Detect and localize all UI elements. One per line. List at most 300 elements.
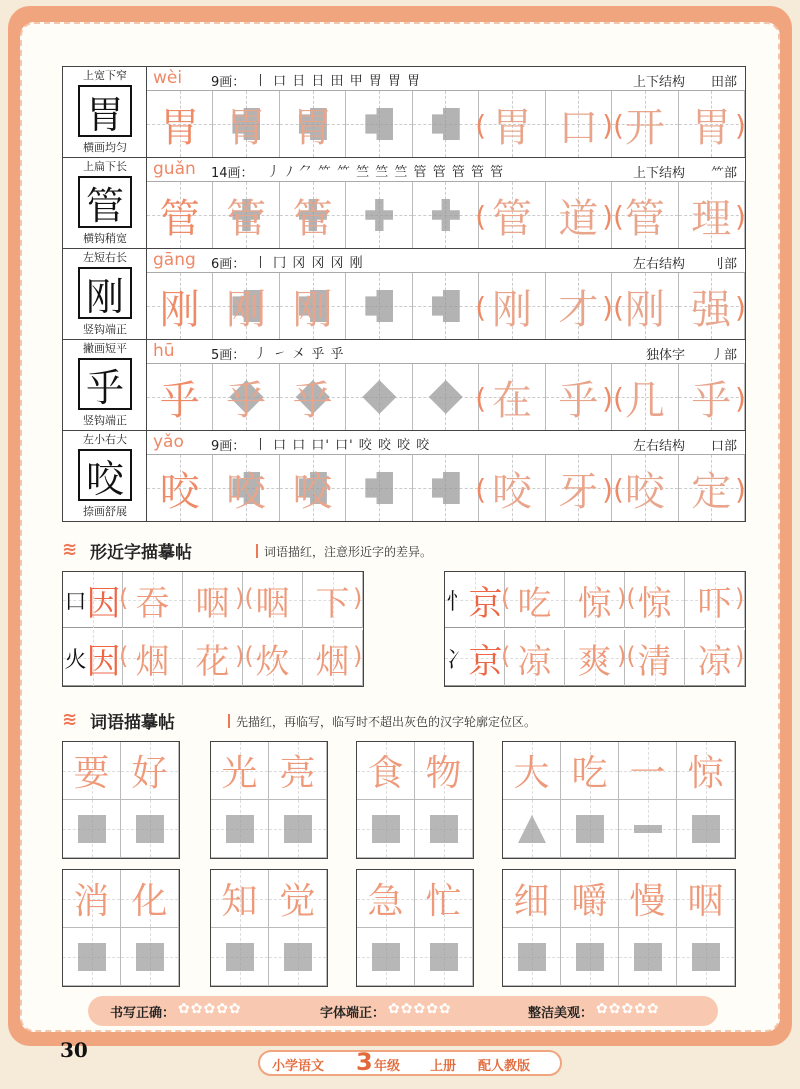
word-trace-character: 爽 bbox=[577, 641, 612, 682]
word-trace-character: 管 bbox=[624, 195, 665, 242]
structure-type: 上下结构 bbox=[632, 166, 685, 181]
outline-guide bbox=[576, 943, 604, 971]
writing-grid bbox=[147, 455, 745, 521]
grid-cell[interactable] bbox=[479, 182, 545, 248]
word-trace-character: 咽 bbox=[195, 583, 230, 624]
bracket: ) bbox=[735, 109, 746, 142]
grid-cell[interactable] bbox=[479, 91, 545, 157]
compare-character bbox=[445, 630, 504, 686]
writing-grid bbox=[147, 364, 745, 430]
word-trace-character: 急 bbox=[367, 881, 404, 922]
grid-cell[interactable] bbox=[677, 870, 735, 928]
grid-cell[interactable] bbox=[505, 572, 565, 628]
radical: ⺮部 bbox=[710, 166, 737, 181]
grid-cell[interactable] bbox=[445, 572, 505, 628]
outline-guide bbox=[78, 815, 106, 843]
wave-icon: ≋ bbox=[62, 709, 78, 730]
practice-row bbox=[63, 340, 745, 431]
grid-cell[interactable] bbox=[63, 572, 123, 628]
word-trace-character: 惊 bbox=[687, 753, 724, 794]
word-trace-character: 吃 bbox=[571, 753, 608, 794]
compare-character bbox=[63, 572, 122, 628]
word-trace-character: 胃 bbox=[691, 104, 732, 151]
structure-type: 左右结构 bbox=[632, 439, 685, 454]
writing-tip-top: 撇画短平 bbox=[83, 342, 127, 355]
word-trace-character: 炊 bbox=[255, 641, 290, 682]
page-number: 30 bbox=[60, 1038, 88, 1062]
grid-cell[interactable] bbox=[479, 364, 545, 430]
word-trace-character: 大 bbox=[513, 753, 550, 794]
grid-cell[interactable] bbox=[346, 364, 412, 430]
bracket: ( bbox=[475, 382, 487, 415]
writing-tip-bottom: 竖钩端正 bbox=[83, 323, 127, 336]
word-trace-character: 吓 bbox=[697, 583, 732, 624]
component-right: 京 bbox=[468, 641, 503, 682]
outline-guide bbox=[518, 815, 546, 843]
structure-type: 独体字 bbox=[645, 348, 685, 363]
character-practice-table bbox=[62, 66, 746, 522]
word-trace-character: 要 bbox=[73, 753, 110, 794]
footer-grade-number: 3 bbox=[356, 1048, 373, 1076]
grid-cell[interactable] bbox=[269, 800, 327, 858]
model-character: 乎 bbox=[78, 358, 132, 410]
footer-volume: 上册 bbox=[430, 1059, 457, 1074]
grid-cell[interactable] bbox=[280, 273, 346, 339]
rating-label: 字体端正： bbox=[320, 1006, 386, 1021]
bracket: ( bbox=[501, 584, 511, 612]
grid-cell[interactable] bbox=[280, 91, 346, 157]
outline-guide bbox=[518, 943, 546, 971]
outline-guide bbox=[284, 943, 312, 971]
rating-label: 整洁美观： bbox=[528, 1006, 594, 1021]
writing-tip-top: 左短右长 bbox=[83, 251, 127, 264]
outline-guide bbox=[692, 815, 720, 843]
grid-cell[interactable] bbox=[121, 870, 179, 928]
word-trace-character: 忙 bbox=[425, 881, 462, 922]
similar-row bbox=[63, 630, 363, 686]
stroke-info-line bbox=[147, 67, 745, 91]
trace-character: 咬 bbox=[292, 468, 333, 515]
words-section-desc: 先描红，再临写，临写时不超出灰色的汉字轮廓定位区。 bbox=[236, 715, 537, 729]
bracket: ) bbox=[353, 584, 363, 612]
stroke-sequence: 丿 ﾉ ⺈ ⺮ ⺮ 竺 竺 竺 管 管 管 管 管 bbox=[267, 165, 505, 180]
bracket: ) bbox=[735, 382, 746, 415]
word-trace-character: 开 bbox=[624, 104, 665, 151]
writing-tip-top: 左小右大 bbox=[83, 433, 127, 446]
outline-guide bbox=[634, 825, 662, 833]
grid-cell[interactable] bbox=[561, 742, 619, 800]
grid-cell[interactable] bbox=[561, 928, 619, 986]
similar-row bbox=[445, 630, 745, 686]
grid-cell[interactable] bbox=[121, 742, 179, 800]
stroke-sequence: 丨 口 口 口' 口' 咬 咬 咬 咬 bbox=[254, 438, 431, 453]
stroke-count: 9画： bbox=[211, 439, 246, 454]
pinyin: guǎn bbox=[153, 159, 196, 179]
grid-cell[interactable] bbox=[213, 364, 279, 430]
word-trace-character: 消 bbox=[73, 881, 110, 922]
component-left: 火 bbox=[64, 647, 87, 673]
word-trace-character: 清 bbox=[637, 641, 672, 682]
grid-cell[interactable] bbox=[213, 273, 279, 339]
writing-grid bbox=[147, 91, 745, 157]
word-trace-character: 花 bbox=[195, 641, 230, 682]
outline-guide bbox=[284, 815, 312, 843]
grid-cell[interactable] bbox=[479, 273, 545, 339]
word-trace-character: 亮 bbox=[279, 753, 316, 794]
word-trace-character: 化 bbox=[131, 881, 168, 922]
compare-character bbox=[63, 630, 122, 686]
word-trace-character: 强 bbox=[691, 286, 732, 333]
grid-cell[interactable] bbox=[357, 800, 415, 858]
grid-cell[interactable] bbox=[147, 91, 213, 157]
trace-character: 刚 bbox=[292, 286, 333, 333]
writing-tip-bottom: 横钩稍宽 bbox=[83, 232, 127, 245]
grid-cell[interactable] bbox=[280, 455, 346, 521]
word-trace-character: 胃 bbox=[491, 104, 532, 151]
stroke-count: 5画： bbox=[211, 348, 246, 363]
bracket: )( bbox=[235, 642, 254, 670]
word-trace-character: 管 bbox=[491, 195, 532, 242]
grid-cell[interactable] bbox=[415, 800, 473, 858]
outline-guide bbox=[226, 815, 254, 843]
footer-grade: 年级 bbox=[374, 1059, 401, 1074]
word-trace-character: 口 bbox=[558, 104, 599, 151]
word-trace-character: 刚 bbox=[624, 286, 665, 333]
grid-cell[interactable] bbox=[280, 364, 346, 430]
stroke-info-line bbox=[147, 431, 745, 455]
grid-cell[interactable] bbox=[415, 928, 473, 986]
star-rating[interactable]: ✿✿✿✿✿ bbox=[596, 1001, 660, 1017]
writing-tip-top: 上扁下长 bbox=[83, 160, 127, 173]
outline-guide bbox=[365, 472, 393, 504]
component-right: 因 bbox=[86, 583, 121, 624]
model-character: 胃 bbox=[78, 85, 132, 137]
grid-cell[interactable] bbox=[479, 455, 545, 521]
wave-icon: ≋ bbox=[62, 539, 78, 560]
bracket: ( bbox=[475, 109, 487, 142]
outline-guide bbox=[634, 943, 662, 971]
word-trace-character: 物 bbox=[425, 753, 462, 794]
grid-cell[interactable] bbox=[121, 800, 179, 858]
structure-type: 上下结构 bbox=[632, 75, 685, 90]
grid-cell[interactable] bbox=[123, 630, 183, 686]
star-rating[interactable]: ✿✿✿✿✿ bbox=[178, 1001, 242, 1017]
trace-character: 刚 bbox=[159, 286, 200, 333]
grid-cell[interactable] bbox=[213, 455, 279, 521]
rating-bar bbox=[88, 996, 718, 1026]
footer-edition: 配人教版 bbox=[478, 1059, 531, 1074]
pinyin: gāng bbox=[153, 250, 196, 270]
section-divider bbox=[228, 714, 230, 728]
word-trace-character: 慢 bbox=[629, 881, 666, 922]
bracket: )( bbox=[617, 642, 636, 670]
grid-cell[interactable] bbox=[561, 800, 619, 858]
grid-cell[interactable] bbox=[619, 800, 677, 858]
grid-cell[interactable] bbox=[619, 742, 677, 800]
radical: 口部 bbox=[710, 439, 737, 454]
outline-guide bbox=[136, 815, 164, 843]
outline-guide bbox=[362, 380, 396, 414]
word-practice-box bbox=[210, 869, 328, 987]
trace-character: 管 bbox=[159, 195, 200, 242]
grid-cell[interactable] bbox=[619, 870, 677, 928]
grid-cell[interactable] bbox=[503, 800, 561, 858]
grid-cell[interactable] bbox=[121, 928, 179, 986]
word-trace-character: 定 bbox=[691, 468, 732, 515]
stroke-sequence: 丨 口 日 日 田 甲 胃 胃 胃 bbox=[254, 74, 422, 89]
grid-cell[interactable] bbox=[63, 742, 121, 800]
word-practice-box bbox=[502, 741, 736, 859]
grid-cell[interactable] bbox=[413, 182, 479, 248]
word-trace-character: 惊 bbox=[577, 583, 612, 624]
star-rating[interactable]: ✿✿✿✿✿ bbox=[388, 1001, 452, 1017]
writing-tip-bottom: 捺画舒展 bbox=[83, 505, 127, 518]
word-trace-character: 吞 bbox=[135, 583, 170, 624]
outline-guide bbox=[136, 943, 164, 971]
character-info-box bbox=[63, 158, 147, 248]
practice-row bbox=[63, 67, 745, 158]
grid-cell[interactable] bbox=[147, 182, 213, 248]
outline-guide bbox=[365, 290, 393, 322]
stroke-count: 14画： bbox=[211, 166, 254, 181]
writing-grid bbox=[147, 182, 745, 248]
outline-guide bbox=[430, 815, 458, 843]
grid-cell[interactable] bbox=[357, 870, 415, 928]
grid-cell[interactable] bbox=[619, 928, 677, 986]
character-info-box bbox=[63, 431, 147, 522]
grid-cell[interactable] bbox=[123, 572, 183, 628]
similar-section-desc: 词语描红，注意形近字的差异。 bbox=[264, 545, 433, 559]
bracket: ) bbox=[735, 473, 746, 506]
word-trace-character: 吃 bbox=[517, 583, 552, 624]
word-practice-box bbox=[62, 741, 180, 859]
trace-character: 乎 bbox=[292, 377, 333, 424]
grid-cell[interactable] bbox=[269, 870, 327, 928]
radical: 刂部 bbox=[710, 257, 737, 272]
grid-cell[interactable] bbox=[413, 364, 479, 430]
word-trace-character: 咬 bbox=[624, 468, 665, 515]
grid-cell[interactable] bbox=[413, 91, 479, 157]
grid-cell[interactable] bbox=[677, 928, 735, 986]
radical: 丿部 bbox=[710, 348, 737, 363]
bracket: )( bbox=[602, 109, 624, 142]
word-trace-character: 咬 bbox=[491, 468, 532, 515]
outline-guide bbox=[78, 943, 106, 971]
word-practice-box bbox=[502, 869, 736, 987]
word-practice-box bbox=[356, 741, 474, 859]
outline-guide bbox=[365, 108, 393, 140]
trace-character: 管 bbox=[292, 195, 333, 242]
writing-tip-top: 上宽下窄 bbox=[83, 69, 127, 82]
writing-grid bbox=[147, 273, 745, 339]
outline-guide bbox=[429, 380, 463, 414]
component-right: 因 bbox=[86, 641, 121, 682]
grid-cell[interactable] bbox=[211, 800, 269, 858]
word-trace-character: 乎 bbox=[691, 377, 732, 424]
grid-cell[interactable] bbox=[346, 182, 412, 248]
trace-character: 胃 bbox=[292, 104, 333, 151]
grid-cell[interactable] bbox=[211, 870, 269, 928]
grid-cell[interactable] bbox=[677, 742, 735, 800]
outline-guide bbox=[372, 943, 400, 971]
bracket: )( bbox=[602, 291, 624, 324]
grid-cell[interactable] bbox=[213, 182, 279, 248]
grid-cell[interactable] bbox=[183, 630, 243, 686]
bracket: )( bbox=[602, 382, 624, 415]
grid-cell[interactable] bbox=[269, 742, 327, 800]
outline-guide bbox=[576, 815, 604, 843]
grid-cell[interactable] bbox=[503, 870, 561, 928]
bracket: ) bbox=[735, 642, 745, 670]
model-character: 刚 bbox=[78, 267, 132, 319]
grid-cell[interactable] bbox=[211, 928, 269, 986]
word-trace-character: 凉 bbox=[697, 641, 732, 682]
word-trace-character: 嚼 bbox=[571, 881, 608, 922]
component-right: 京 bbox=[468, 583, 503, 624]
grid-cell[interactable] bbox=[357, 928, 415, 986]
grid-cell[interactable] bbox=[561, 870, 619, 928]
grid-cell[interactable] bbox=[147, 364, 213, 430]
writing-tip-bottom: 竖钩端正 bbox=[83, 414, 127, 427]
outline-guide bbox=[365, 199, 393, 231]
footer-subject: 小学语文 bbox=[272, 1059, 325, 1074]
trace-character: 胃 bbox=[159, 104, 200, 151]
bracket: ( bbox=[501, 642, 511, 670]
grid-cell[interactable] bbox=[505, 630, 565, 686]
word-trace-character: 理 bbox=[691, 195, 732, 242]
word-trace-character: 好 bbox=[131, 753, 168, 794]
pinyin: hū bbox=[153, 341, 175, 361]
model-character: 管 bbox=[78, 176, 132, 228]
similar-row bbox=[63, 572, 363, 628]
outline-guide bbox=[432, 199, 460, 231]
grid-cell[interactable] bbox=[269, 928, 327, 986]
trace-character: 胃 bbox=[226, 104, 267, 151]
grid-cell[interactable] bbox=[63, 928, 121, 986]
grid-cell[interactable] bbox=[413, 273, 479, 339]
word-trace-character: 光 bbox=[221, 753, 258, 794]
grid-cell[interactable] bbox=[503, 742, 561, 800]
stroke-info-line bbox=[147, 158, 745, 182]
model-character: 咬 bbox=[78, 449, 132, 501]
grid-cell[interactable] bbox=[211, 742, 269, 800]
bracket: )( bbox=[602, 473, 624, 506]
footer-label bbox=[258, 1050, 562, 1076]
word-trace-character: 凉 bbox=[517, 641, 552, 682]
word-trace-character: 食 bbox=[367, 753, 404, 794]
outline-guide bbox=[432, 108, 460, 140]
word-trace-character: 在 bbox=[491, 377, 532, 424]
similar-table-left bbox=[62, 571, 364, 687]
structure-type: 左右结构 bbox=[632, 257, 685, 272]
outline-guide bbox=[432, 290, 460, 322]
word-trace-character: 知 bbox=[221, 881, 258, 922]
bracket: )( bbox=[602, 200, 624, 233]
outline-guide bbox=[432, 472, 460, 504]
similar-section-title: 形近字描摹帖 bbox=[90, 543, 192, 563]
grid-cell[interactable] bbox=[346, 455, 412, 521]
character-info-box bbox=[63, 249, 147, 339]
practice-row bbox=[63, 158, 745, 249]
trace-character: 咬 bbox=[226, 468, 267, 515]
grid-cell[interactable] bbox=[445, 630, 505, 686]
trace-character: 刚 bbox=[226, 286, 267, 333]
word-trace-character: 觉 bbox=[279, 881, 316, 922]
grid-cell[interactable] bbox=[213, 91, 279, 157]
trace-character: 乎 bbox=[159, 377, 200, 424]
word-trace-character: 乎 bbox=[558, 377, 599, 424]
component-left: 口 bbox=[64, 589, 87, 615]
trace-character: 咬 bbox=[159, 468, 200, 515]
word-trace-character: 才 bbox=[558, 286, 599, 333]
similar-table-right bbox=[444, 571, 746, 687]
grid-cell[interactable] bbox=[63, 870, 121, 928]
pinyin: yǎo bbox=[153, 432, 184, 452]
word-trace-character: 一 bbox=[629, 753, 666, 794]
grid-cell[interactable] bbox=[413, 455, 479, 521]
word-trace-character: 几 bbox=[624, 377, 665, 424]
word-practice-box bbox=[62, 869, 180, 987]
grid-cell[interactable] bbox=[346, 91, 412, 157]
writing-tip-bottom: 横画均匀 bbox=[83, 141, 127, 154]
section-divider bbox=[256, 544, 258, 558]
word-trace-character: 道 bbox=[558, 195, 599, 242]
grid-cell[interactable] bbox=[565, 630, 625, 686]
word-trace-character: 刚 bbox=[491, 286, 532, 333]
stroke-info-line bbox=[147, 249, 745, 273]
bracket: )( bbox=[235, 584, 254, 612]
compare-character bbox=[445, 572, 504, 628]
pinyin: wèi bbox=[153, 68, 183, 88]
radical: 田部 bbox=[710, 75, 737, 90]
grid-cell[interactable] bbox=[147, 455, 213, 521]
word-practice-box bbox=[210, 741, 328, 859]
bracket: ) bbox=[735, 584, 745, 612]
stroke-count: 9画： bbox=[211, 75, 246, 90]
bracket: )( bbox=[617, 584, 636, 612]
component-left: 忄 bbox=[446, 589, 469, 615]
bracket: ( bbox=[475, 291, 487, 324]
word-trace-character: 下 bbox=[315, 583, 350, 624]
component-left: 冫 bbox=[446, 647, 469, 673]
practice-row bbox=[63, 431, 745, 522]
outline-guide bbox=[692, 943, 720, 971]
grid-cell[interactable] bbox=[63, 630, 123, 686]
grid-cell[interactable] bbox=[346, 273, 412, 339]
stroke-info-line bbox=[147, 340, 745, 364]
grid-cell[interactable] bbox=[280, 182, 346, 248]
word-practice-box bbox=[356, 869, 474, 987]
stroke-count: 6画： bbox=[211, 257, 246, 272]
stroke-sequence: 丿 ㇀ 㐅 乎 乎 bbox=[254, 347, 345, 362]
grid-cell[interactable] bbox=[415, 742, 473, 800]
bracket: ) bbox=[735, 291, 746, 324]
grid-cell[interactable] bbox=[357, 742, 415, 800]
grid-cell[interactable] bbox=[415, 870, 473, 928]
grid-cell[interactable] bbox=[63, 800, 121, 858]
bracket: ) bbox=[353, 642, 363, 670]
word-trace-character: 咽 bbox=[687, 881, 724, 922]
grid-cell[interactable] bbox=[677, 800, 735, 858]
grid-cell[interactable] bbox=[565, 572, 625, 628]
grid-cell[interactable] bbox=[183, 572, 243, 628]
word-trace-character: 牙 bbox=[558, 468, 599, 515]
grid-cell[interactable] bbox=[503, 928, 561, 986]
grid-cell[interactable] bbox=[147, 273, 213, 339]
word-trace-character: 细 bbox=[513, 881, 550, 922]
trace-character: 乎 bbox=[226, 377, 267, 424]
rating-label: 书写正确： bbox=[110, 1006, 176, 1021]
